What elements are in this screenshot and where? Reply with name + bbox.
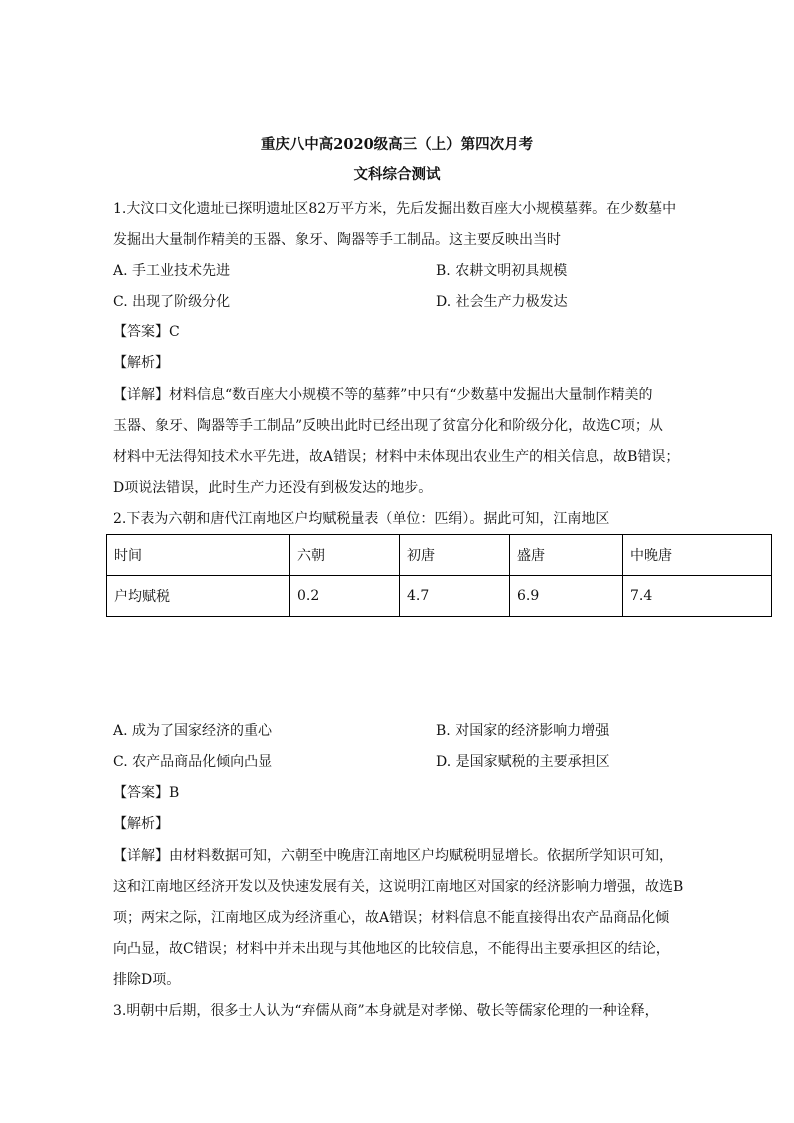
q1-stem-line1: 1.大汶口文化遗址已探明遗址区82万平方米，先后发掘出数百座大小规模墓葬。在少数墓中	[113, 201, 677, 217]
q2-analysis-heading: 【解析】	[113, 816, 169, 832]
q2-answer: 【答案】B	[113, 785, 180, 801]
table-row	[107, 576, 772, 617]
q1-option-c: C. 出现了阶级分化	[113, 294, 231, 310]
q2-detail-line2: 这和江南地区经济开发以及快速发展有关，这说明江南地区对国家的经济影响力增强，故选B	[113, 879, 684, 895]
exam-subtitle: 文科综合测试	[353, 166, 441, 183]
table-header-row	[107, 535, 772, 576]
table-cell: 6.9	[510, 576, 623, 617]
exam-title: 重庆八中高2020级高三（上）第四次月考	[260, 136, 534, 153]
tax-table	[106, 534, 772, 617]
q2-option-c: C. 农产品商品化倾向凸显	[113, 754, 273, 770]
q3-stem: 3.明朝中后期，很多士人认为“弃儒从商”本身就是对孝悌、敬长等儒家伦理的一种诠释，	[113, 1003, 659, 1019]
q1-answer: 【答案】C	[113, 324, 180, 340]
table-header-cell: 时间	[107, 535, 290, 576]
q1-analysis-heading: 【解析】	[113, 355, 169, 371]
q2-detail-line3: 项；两宋之际，江南地区成为经济重心，故A错误；材料信息不能直接得出农产品商品化倾	[113, 910, 670, 926]
q2-option-b: B. 对国家的经济影响力增强	[436, 723, 610, 739]
table-header-cell: 初唐	[400, 535, 510, 576]
q1-detail-line1: 【详解】材料信息“数百座大小规模不等的墓葬”中只有“少数墓中发掘出大量制作精美的	[113, 387, 653, 403]
table-cell: 0.2	[290, 576, 400, 617]
q2-detail-line1: 【详解】由材料数据可知，六朝至中晚唐江南地区户均赋税明显增长。依据所学知识可知，	[113, 848, 673, 864]
q2-option-d: D. 是国家赋税的主要承担区	[436, 754, 610, 770]
q2-detail-line5: 排除D项。	[113, 972, 181, 988]
table-header-cell: 中晚唐	[623, 535, 772, 576]
q1-option-a: A. 手工业技术先进	[113, 263, 231, 279]
q1-detail-line4: D项说法错误，此时生产力还没有到极发达的地步。	[113, 480, 433, 496]
table-cell: 4.7	[400, 576, 510, 617]
q2-stem: 2.下表为六朝和唐代江南地区户均赋税量表（单位：匹绢）。据此可知，江南地区	[113, 511, 610, 527]
q1-stem-line2: 发掘出大量制作精美的玉器、象牙、陶器等手工制品。这主要反映出当时	[113, 232, 561, 248]
q2-option-a: A. 成为了国家经济的重心	[113, 723, 273, 739]
table-cell: 户均赋税	[107, 576, 290, 617]
q2-detail-line4: 向凸显，故C错误；材料中并未出现与其他地区的比较信息，不能得出主要承担区的结论，	[113, 941, 670, 957]
q1-option-b: B. 农耕文明初具规模	[436, 263, 568, 279]
table-cell: 7.4	[623, 576, 772, 617]
q1-detail-line3: 材料中无法得知技术水平先进，故A错误；材料中未体现出农业生产的相关信息，故B错误；	[113, 449, 680, 465]
q1-detail-line2: 玉器、象牙、陶器等手工制品”反映出此时已经出现了贫富分化和阶级分化，故选C项；从	[113, 418, 663, 434]
table-header-cell: 盛唐	[510, 535, 623, 576]
table-header-cell: 六朝	[290, 535, 400, 576]
q1-option-d: D. 社会生产力极发达	[436, 294, 568, 310]
